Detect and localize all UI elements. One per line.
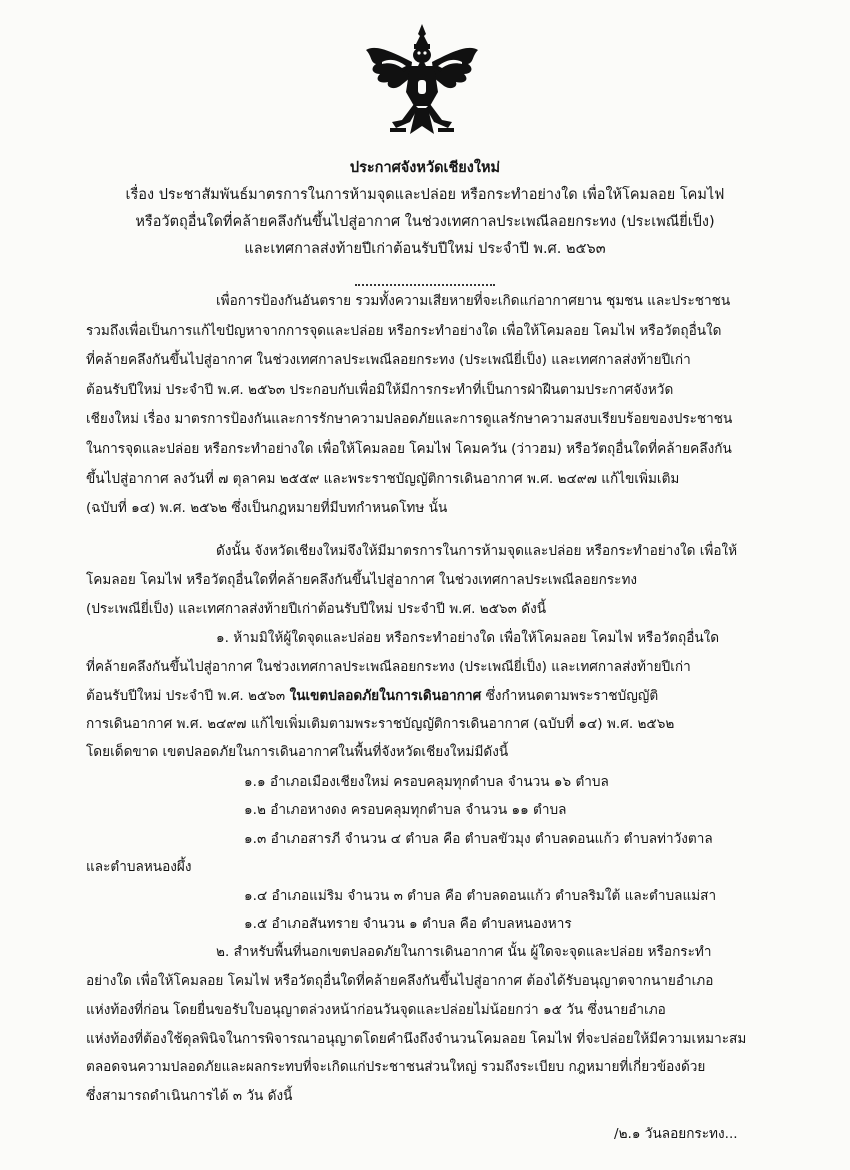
page-continuation: /๒.๑ วันลอยกระทง... [614,1126,738,1142]
item1-line-3 [86,686,658,706]
para2-line-2: โคมลอย โคมไฟ หรือวัตถุอื่นใดที่คล้ายคลึงกันขึ้นไปสู่อากาศ ในช่วงเทศกาลประเพณีลอยกระทง [86,572,638,588]
announcement-title: ประกาศจังหวัดเชียงใหม่ [349,160,501,176]
subject-line-1: เรื่อง ประชาสัมพันธ์มาตรการในการห้ามจุดและปล่อย หรือกระทำอย่างใด เพื่อให้โคมลอย โคมไฟ [125,187,725,203]
item1-line-3-tail: ซึ่งกำหนดตามพระราชบัญญัติ [481,688,659,704]
para1-line-2: รวมถึงเพื่อเป็นการแก้ไขปัญหาจากการจุดและปล่อย หรือกระทำอย่างใด เพื่อให้โคมลอย โคมไฟ หรือวัตถุอื่นใด [86,323,722,339]
item1-line-3-text: ต้อนรับปีใหม่ ประจำปี พ.ศ. ๒๕๖๓ [86,688,290,704]
garuda-emblem-icon [362,22,482,140]
para1-line-8: (ฉบับที่ ๑๔) พ.ศ. ๒๕๖๒ ซึ่งเป็นกฎหมายที่มีบทกำหนดโทษ นั้น [86,500,448,516]
subject-line-3: และเทศกาลส่งท้ายปีเก่าต้อนรับปีใหม่ ประจำปี พ.ศ. ๒๕๖๓ [244,241,606,257]
para1-line-6: ในการจุดและปล่อย หรือกระทำอย่างใด เพื่อให้โคมลอย โคมไฟ โคมควัน (ว่าวฮม) หรือวัตถุอื่นใดที่คล้ายคลึงกัน [86,441,732,457]
para2-line-3: (ประเพณียี่เป็ง) และเทศกาลส่งท้ายปีเก่าต้อนรับปีใหม่ ประจำปี พ.ศ. ๒๕๖๓ ดังนี้ [86,601,547,617]
subject-line-2: หรือวัตถุอื่นใดที่คล้ายคลึงกันขึ้นไปสู่อากาศ ในช่วงเทศกาลประเพณีลอยกระทง (ประเพณียี่เป็ง) [135,214,715,230]
item2-line-3: แห่งท้องที่ก่อน โดยยื่นขอรับใบอนุญาตล่วงหน้าก่อนวันจุดและปล่อยไม่น้อยกว่า ๑๕ วัน ซึ่งนายอำเภอ [86,1002,666,1018]
subitem-1-3: ๑.๓ อำเภอสารภี จำนวน ๔ ตำบล คือ ตำบลขัวมุง ตำบลดอนแก้ว ตำบลท่าวังตาล [244,831,713,847]
item1-line-2: ที่คล้ายคลึงกันขึ้นไปสู่อากาศ ในช่วงเทศกาลประเพณีลอยกระทง (ประเพณียี่เป็ง) และเทศกาลส่งท้ายปีเก่า [86,659,691,675]
para1-line-1: เพื่อการป้องกันอันตราย รวมทั้งความเสียหายที่จะเกิดแก่อากาศยาน ชุมชน และประชาชน [216,293,731,309]
subitem-1-5: ๑.๕ อำเภอสันทราย จำนวน ๑ ตำบล คือ ตำบลหนองหาร [244,916,572,932]
item2-line-1: ๒. สำหรับพื้นที่นอกเขตปลอดภัยในการเดินอากาศ นั้น ผู้ใดจะจุดและปล่อย หรือกระทำ [216,944,712,960]
subitem-1-1: ๑.๑ อำเภอเมืองเชียงใหม่ ครอบคลุมทุกตำบล จำนวน ๑๖ ตำบล [244,774,609,790]
item1-line-5: โดยเด็ดขาด เขตปลอดภัยในการเดินอากาศในพื้นที่จังหวัดเชียงใหม่มีดังนี้ [86,744,509,760]
subitem-1-3-cont: และตำบลหนองผึ้ง [86,859,192,875]
item2-line-2: อย่างใด เพื่อให้โคมลอย โคมไฟ หรือวัตถุอื่นใดที่คล้ายคลึงกันขึ้นไปสู่อากาศ ต้องได้รับอนุญาตจากนายอำเภอ [86,973,714,989]
para1-line-4: ต้อนรับปีใหม่ ประจำปี พ.ศ. ๒๕๖๓ ประกอบกับเพื่อมิให้มีการกระทำที่เป็นการฝ่าฝืนตามประกาศจังหวัด [86,382,674,398]
subitem-1-2: ๑.๒ อำเภอหางดง ครอบคลุมทุกตำบล จำนวน ๑๑ ตำบล [244,802,567,818]
divider [355,284,495,286]
item2-line-6: ซึ่งสามารถดำเนินการได้ ๓ วัน ดังนี้ [86,1088,293,1104]
aviation-safety-zone-emphasis: ในเขตปลอดภัยในการเดินอากาศ [289,688,482,704]
para2-line-1: ดังนั้น จังหวัดเชียงใหม่จึงให้มีมาตรการในการห้ามจุดและปล่อย หรือกระทำอย่างใด เพื่อให้ [216,543,738,559]
item2-line-4: แห่งท้องที่ต้องใช้ดุลพินิจในการพิจารณาอนุญาตโดยคำนึงถึงจำนวนโคมลอย โคมไฟ ที่จะปล่อยให้มีความเหมาะสม [86,1031,747,1047]
subitem-1-4: ๑.๔ อำเภอแม่ริม จำนวน ๓ ตำบล คือ ตำบลดอนแก้ว ตำบลริมใต้ และตำบลแม่สา [244,888,717,904]
para1-line-7: ขึ้นไปสู่อากาศ ลงวันที่ ๗ ตุลาคม ๒๕๕๙ และพระราชบัญญัติการเดินอากาศ พ.ศ. ๒๔๙๗ แก้ไขเพิ่มเติม [86,471,680,487]
item1-line-4: การเดินอากาศ พ.ศ. ๒๔๙๗ แก้ไขเพิ่มเติมตามพระราชบัญญัติการเดินอากาศ (ฉบับที่ ๑๔) พ.ศ. ๒๕๖๒ [86,716,675,732]
para1-line-5: เชียงใหม่ เรื่อง มาตรการป้องกันและการรักษาความปลอดภัยและการดูแลรักษาความสงบเรียบร้อยของประชาชน [86,411,733,427]
item1-line-1: ๑. ห้ามมิให้ผู้ใดจุดและปล่อย หรือกระทำอย่างใด เพื่อให้โคมลอย โคมไฟ หรือวัตถุอื่นใด [216,630,720,646]
para1-line-3: ที่คล้ายคลึงกันขึ้นไปสู่อากาศ ในช่วงเทศกาลประเพณีลอยกระทง (ประเพณียี่เป็ง) และเทศกาลส่งท้ายปีเก่า [86,352,691,368]
item2-line-5: ตลอดจนความปลอดภัยและผลกระทบที่จะเกิดแก่ประชาชนส่วนใหญ่ รวมถึงระเบียบ กฎหมายที่เกี่ยวข้องด้วย [86,1059,706,1075]
